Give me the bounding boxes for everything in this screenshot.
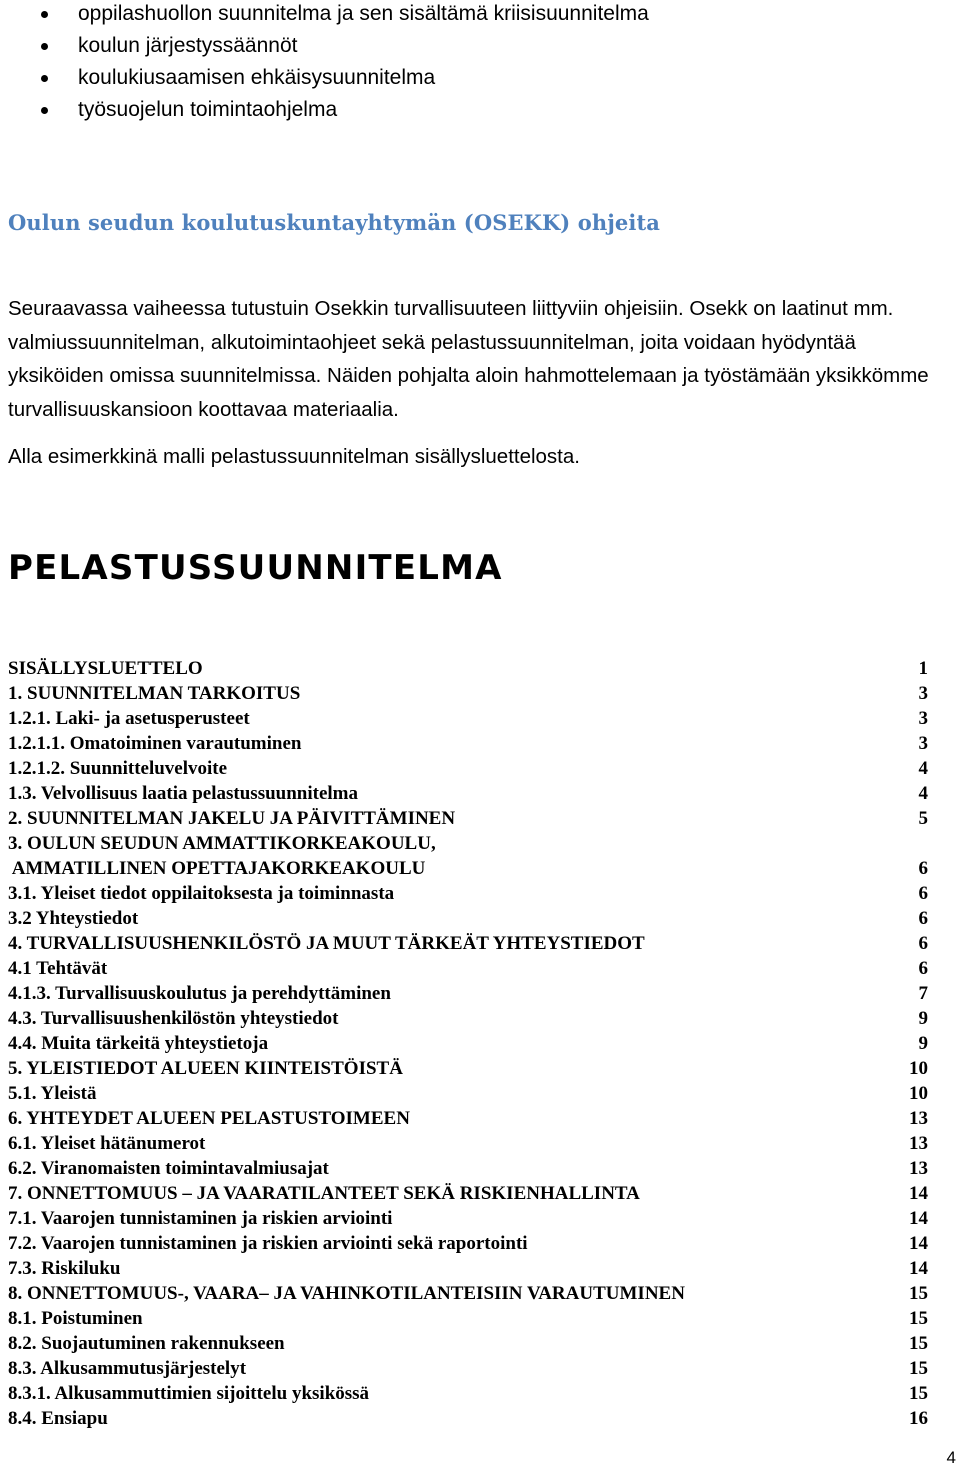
toc-entry — [8, 756, 928, 781]
toc-entry-title — [8, 1156, 329, 1181]
toc-entry-title-line: 1.2.1.2. Suunnitteluvelvoite — [8, 758, 228, 779]
toc-entry — [8, 881, 928, 906]
toc-entry-title — [8, 1256, 120, 1281]
toc-entry-title-line: 4.3. Turvallisuushenkilöstön yhteystiedot — [8, 1008, 339, 1029]
toc-entry-page: 7 — [918, 983, 928, 1004]
toc-entry-title — [8, 1181, 640, 1206]
toc-entry — [8, 1381, 928, 1406]
toc-entry-title — [8, 756, 227, 781]
toc-entry-title — [8, 1106, 410, 1131]
toc-entry-title-line: 4. TURVALLISUUSHENKILÖSTÖ JA MUUT TÄRKEÄT YHTEYSTIEDOT — [8, 933, 645, 954]
example-paragraph: Alla esimerkkinä malli pelastussuunnitelman sisällysluettelosta. — [8, 445, 580, 468]
toc-entry-page: 4 — [918, 783, 928, 804]
toc-entry-title-line: 4.1 Tehtävät — [8, 958, 108, 979]
toc-entry-title-line: 6.1. Yleiset hätänumerot — [8, 1133, 206, 1154]
plan-title: PELASTUSSUUNNITELMA — [8, 548, 503, 588]
toc-entry-page: 1 — [918, 658, 928, 679]
toc-entry-page: 10 — [909, 1083, 928, 1104]
toc-entry-title-line: 8. ONNETTOMUUS-, VAARA– JA VAHINKOTILANTEISIIN VARAUTUMINEN — [8, 1283, 685, 1304]
toc-entry-title — [8, 1306, 143, 1331]
toc-entry-title-line: 7.2. Vaarojen tunnistaminen ja riskien arviointi sekä raportointi — [8, 1233, 528, 1254]
toc-entry-page: 15 — [909, 1333, 928, 1354]
toc-entry — [8, 706, 928, 731]
toc-entry — [8, 1131, 928, 1156]
toc-entry-title — [8, 956, 107, 981]
toc-entry-title — [8, 1056, 403, 1081]
toc-entry-page: 14 — [909, 1233, 928, 1254]
toc-entry-title-line: SISÄLLYSLUETTELO — [8, 658, 203, 679]
toc-entry — [8, 1031, 928, 1056]
toc-entry-title — [8, 1281, 685, 1306]
toc-entry — [8, 1281, 928, 1306]
toc-entry — [8, 1356, 928, 1381]
toc-entry-title-line: AMMATILLINEN OPETTAJAKORKEAKOULU — [8, 858, 426, 879]
toc-entry-title-line: 8.2. Suojautuminen rakennukseen — [8, 1333, 285, 1354]
toc-entry-title-line: 8.3. Alkusammutusjärjestelyt — [8, 1358, 247, 1379]
toc-entry-page: 10 — [909, 1058, 928, 1079]
bullet-item: työsuojelun toimintaohjelma — [78, 98, 338, 121]
toc-entry — [8, 1256, 928, 1281]
toc-entry-title — [8, 706, 250, 731]
toc-entry-page: 9 — [918, 1033, 928, 1054]
toc-entry — [8, 1081, 928, 1106]
toc-entry-page: 14 — [909, 1258, 928, 1279]
bullet-item: koulun järjestyssäännöt — [78, 34, 298, 57]
toc-entry-page: 4 — [918, 758, 928, 779]
section-heading: Oulun seudun koulutuskuntayhtymän (OSEKK) ohjeita — [8, 210, 660, 235]
toc-entry — [8, 956, 928, 981]
toc-entry-title-line: 8.4. Ensiapu — [8, 1408, 108, 1429]
toc-entry-title — [8, 1031, 268, 1056]
toc-entry-title-line: 3.1. Yleiset tiedot oppilaitoksesta ja toiminnasta — [8, 883, 395, 904]
toc-entry-title — [8, 1081, 96, 1106]
toc-entry-page: 6 — [918, 958, 928, 979]
toc-entry-page: 13 — [909, 1133, 928, 1154]
bullet-item: oppilashuollon suunnitelma ja sen sisältämä kriisisuunnitelma — [78, 2, 649, 25]
toc-entry-title — [8, 781, 358, 806]
toc-entry — [8, 781, 928, 806]
toc-entry-page: 6 — [918, 908, 928, 929]
toc-entry-title-line: 2. SUUNNITELMAN JAKELU JA PÄIVITTÄMINEN — [8, 808, 456, 829]
toc-entry-title — [8, 1381, 369, 1406]
toc-entry-title-line: 7.3. Riskiluku — [8, 1258, 121, 1279]
toc-entry-page: 15 — [909, 1383, 928, 1404]
toc-entry-page: 14 — [909, 1183, 928, 1204]
toc-entry-page: 15 — [909, 1283, 928, 1304]
toc-entry-title-line: 6.2. Viranomaisten toimintavalmiusajat — [8, 1158, 329, 1179]
toc-entry-title-line: 6. YHTEYDET ALUEEN PELASTUSTOIMEEN — [8, 1108, 410, 1129]
toc-entry-title-line: 4.4. Muita tärkeitä yhteystietoja — [8, 1033, 269, 1054]
toc-entry — [8, 981, 928, 1006]
toc-entry-page: 13 — [909, 1108, 928, 1129]
toc-entry-page: 9 — [918, 1008, 928, 1029]
toc-entry-title-line: 7. ONNETTOMUUS – JA VAARATILANTEET SEKÄ RISKIENHALLINTA — [8, 1183, 640, 1204]
toc-entry-title — [8, 1331, 285, 1356]
table-of-contents — [8, 656, 928, 1431]
toc-entry — [8, 1156, 928, 1181]
toc-entry — [8, 1331, 928, 1356]
toc-entry — [8, 731, 928, 756]
toc-entry-title — [8, 1406, 108, 1431]
toc-entry-title — [8, 981, 391, 1006]
toc-entry-title-line: 8.3.1. Alkusammuttimien sijoittelu yksikössä — [8, 1383, 370, 1404]
toc-entry — [8, 931, 928, 956]
toc-entry-title — [8, 931, 645, 956]
intro-paragraph: Seuraavassa vaiheessa tutustuin Osekkin turvallisuuteen liittyviin ohjeisiin. Osekk on laatinut mm. valmiussuunnitelman, alkutoimintaohjeet sekä pelastussuunnitelman, joita voidaan hyödyntää yksiköiden omissa suunnitelmissa. Näiden pohjalta aloin hahmottelemaan ja työstämään yksikkömme turvallisuuskansioon koottavaa materiaalia. — [8, 297, 929, 421]
toc-entry-title — [8, 731, 301, 756]
toc-entry — [8, 1181, 928, 1206]
toc-entry-page: 15 — [909, 1358, 928, 1379]
toc-entry-page: 3 — [918, 683, 928, 704]
toc-entry-title — [8, 656, 203, 681]
toc-entry-title — [8, 681, 300, 706]
toc-entry-title — [8, 881, 394, 906]
toc-entry-title-line: 5.1. Yleistä — [8, 1083, 97, 1104]
page-number: 4 — [946, 1448, 956, 1467]
toc-entry-title — [8, 1206, 392, 1231]
toc-entry-page: 6 — [918, 858, 928, 879]
toc-entry — [8, 1206, 928, 1231]
toc-entry-title — [8, 1006, 338, 1031]
toc-entry-title-line: 1.2.1. Laki- ja asetusperusteet — [8, 708, 250, 729]
toc-entry-title — [8, 1131, 205, 1156]
toc-entry — [8, 1006, 928, 1031]
toc-entry-page: 16 — [909, 1408, 928, 1429]
toc-entry-page: 13 — [909, 1158, 928, 1179]
toc-entry-page: 14 — [909, 1208, 928, 1229]
toc-entry-title — [8, 806, 455, 831]
toc-entry-title-line: 5. YLEISTIEDOT ALUEEN KIINTEISTÖISTÄ — [8, 1058, 403, 1079]
toc-entry-title — [8, 831, 436, 881]
toc-entry — [8, 831, 928, 881]
toc-entry-title — [8, 1356, 246, 1381]
toc-entry — [8, 656, 928, 681]
toc-entry-title-line: 3. OULUN SEUDUN AMMATTIKORKEAKOULU, — [8, 833, 436, 854]
toc-entry — [8, 1106, 928, 1131]
toc-entry-title-line: 3.2 Yhteystiedot — [8, 908, 139, 929]
toc-entry-title-line: 1.3. Velvollisuus laatia pelastussuunnitelma — [8, 783, 359, 804]
toc-entry-title-line: 1. SUUNNITELMAN TARKOITUS — [8, 683, 301, 704]
toc-entry-title-line: 7.1. Vaarojen tunnistaminen ja riskien arviointi — [8, 1208, 393, 1229]
toc-entry-title — [8, 1231, 528, 1256]
toc-entry-title-line: 1.2.1.1. Omatoiminen varautuminen — [8, 733, 302, 754]
toc-entry — [8, 1306, 928, 1331]
toc-entry-title — [8, 906, 138, 931]
toc-entry — [8, 1406, 928, 1431]
toc-entry-page: 15 — [909, 1308, 928, 1329]
toc-entry-title-line: 4.1.3. Turvallisuuskoulutus ja perehdyttäminen — [8, 983, 391, 1004]
bullet-item: koulukiusaamisen ehkäisysuunnitelma — [78, 66, 436, 89]
toc-entry — [8, 1231, 928, 1256]
toc-entry — [8, 806, 928, 831]
toc-entry-page: 3 — [918, 733, 928, 754]
toc-entry — [8, 681, 928, 706]
toc-entry-page: 6 — [918, 933, 928, 954]
toc-entry-title-line: 8.1. Poistuminen — [8, 1308, 143, 1329]
toc-entry — [8, 1056, 928, 1081]
toc-entry — [8, 906, 928, 931]
toc-entry-page: 3 — [918, 708, 928, 729]
toc-entry-page: 5 — [918, 808, 928, 829]
toc-entry-page: 6 — [918, 883, 928, 904]
